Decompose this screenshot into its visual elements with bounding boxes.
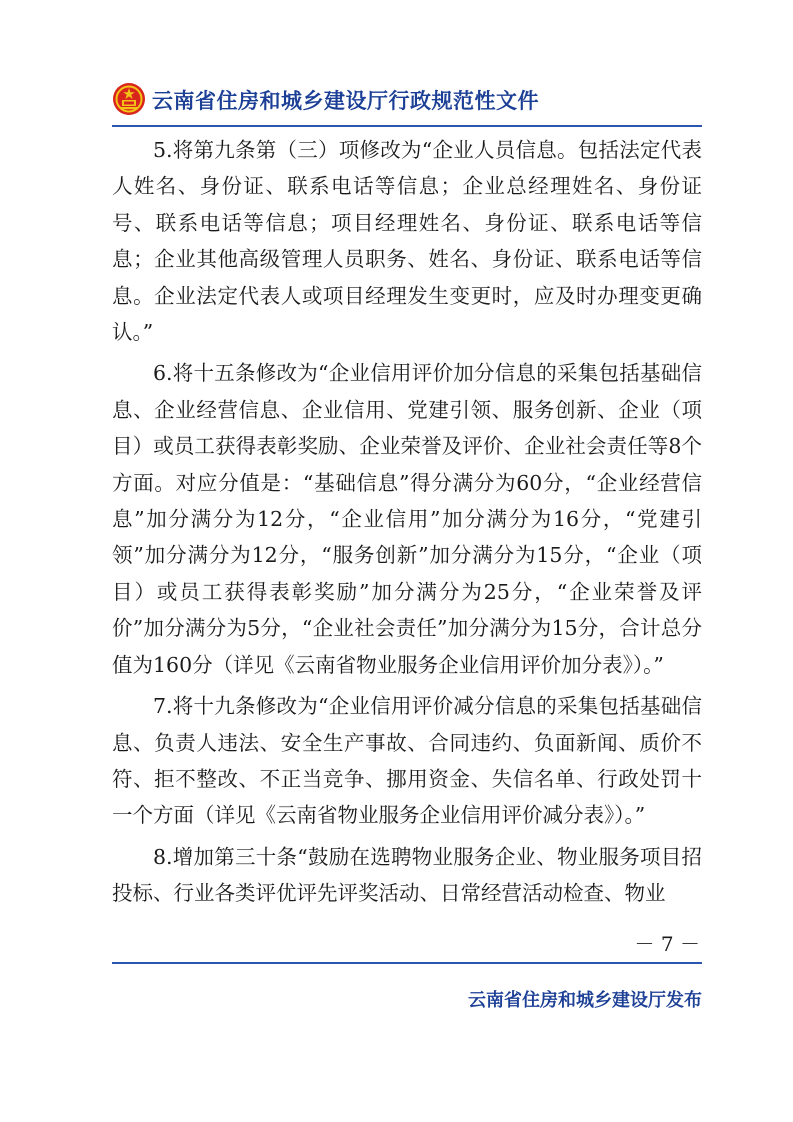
page-number: － 7 － (634, 932, 700, 956)
paragraph-item-5: 5.将第九条第（三）项修改为“企业人员信息。包括法定代表人姓名、身份证、联系电话等信息；企业总经理姓名、身份证号、联系电话等信息；项目经理姓名、身份证、联系电话等信息；企业其他高级管理人员职务、姓名、身份证、联系电话等信息。企业法定代表人或项目经理发生变更时，应及时办理变更确认。” (112, 138, 702, 345)
header-divider (112, 125, 702, 127)
header-title: 云南省住房和城乡建设厅行政规范性文件 (152, 89, 539, 113)
document-header (112, 82, 702, 118)
footer-divider (112, 962, 702, 964)
paragraph-item-7: 7.将十九条修改为“企业信用评价减分信息的采集包括基础信息、负责人违法、安全生产事故、合同违约、负面新闻、质价不符、拒不整改、不正当竞争、挪用资金、失信名单、行政处罚十一个方面（详见《云南省物业服务企业信用评价减分表》）。” (112, 694, 702, 828)
document-body (112, 132, 702, 917)
paragraph-item-8: 8.增加第三十条“鼓励在选聘物业服务企业、物业服务项目招投标、行业各类评优评先评奖活动、日常经营活动检查、物业 (112, 844, 702, 906)
national-emblem-icon (112, 82, 146, 116)
paragraph-item-6: 6.将十五条修改为“企业信用评价加分信息的采集包括基础信息、企业经营信息、企业信用、党建引领、服务创新、企业（项目）或员工获得表彰奖励、企业荣誉及评价、企业社会责任等8个方面。对应分值是：“基础信息”得分满分为60分，“企业经营信息”加分满分为12分，“企业信用”加分满分为16分，“党建引领”加分满分为12分，“服务创新”加分满分为15分，“企业（项目）或员工获得表彰奖励”加分满分为25分，“企业荣誉及评价”加分满分为5分，“企业社会责任”加分满分为15分，合计总分值为160分（详见《云南省物业服务企业信用评价加分表》）。” (112, 361, 702, 677)
footer-publisher: 云南省住房和城乡建设厅发布 (468, 990, 702, 1011)
